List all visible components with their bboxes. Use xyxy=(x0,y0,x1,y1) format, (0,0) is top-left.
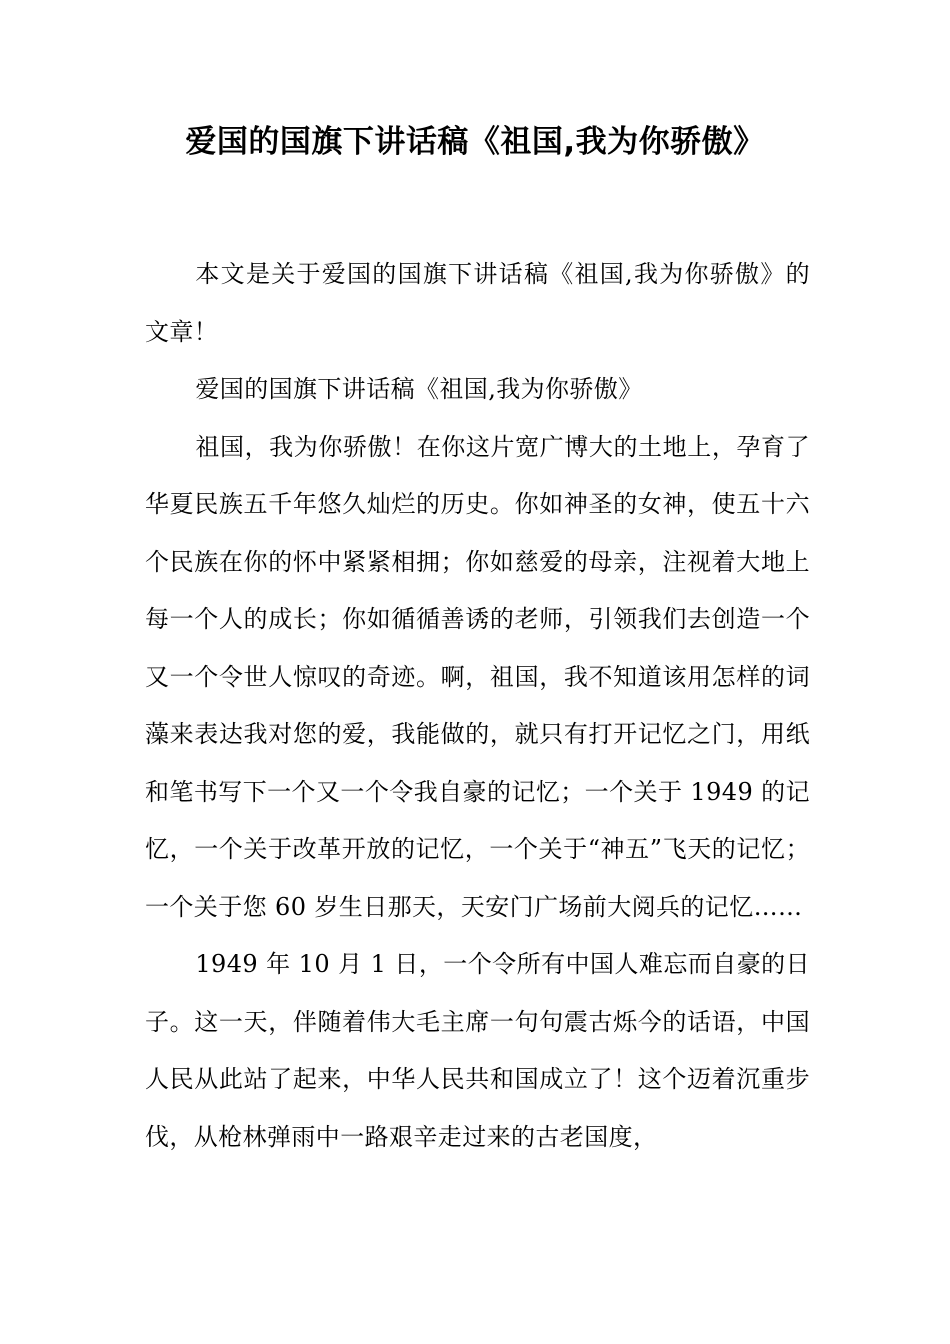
paragraph-subtitle: 爱国的国旗下讲话稿《祖国,我为你骄傲》 xyxy=(195,375,643,403)
paragraph-1949: 1949 年 10 月 1 日，一个令所有中国人难忘而自豪的日子。这一天，伴随着伟大毛主席一句句震古烁今的话语，中国人民从此站了起来，中华人民共和国成立了！这个迈着沉重步伐，从枪林弹雨中一路艰辛走过来的古老国度， xyxy=(145,950,810,1151)
paragraph-intro: 本文是关于爱国的国旗下讲话稿《祖国,我为你骄傲》的文章！ xyxy=(145,260,810,346)
paragraph-main: 祖国，我为你骄傲！在你这片宽广博大的土地上，孕育了华夏民族五千年悠久灿烂的历史。你如神圣的女神，使五十六个民族在你的怀中紧紧相拥；你如慈爱的母亲，注视着大地上每一个人的成长；你如循循善诱的老师，引领我们去创造一个又一个令世人惊叹的奇迹。啊，祖国，我不知道该用怎样的词藻来表达我对您的爱，我能做的，就只有打开记忆之门，用纸和笔书写下一个又一个令我自豪的记忆；一个关于 1949 的记忆，一个关于改革开放的记忆，一个关于“神五”飞天的记忆；一个关于您 60 岁生日那天，天安门广场前大阅兵的记忆…… xyxy=(145,432,810,921)
document-body xyxy=(145,246,810,1166)
document-title: 爱国的国旗下讲话稿《祖国,我为你骄傲》 xyxy=(185,124,765,160)
